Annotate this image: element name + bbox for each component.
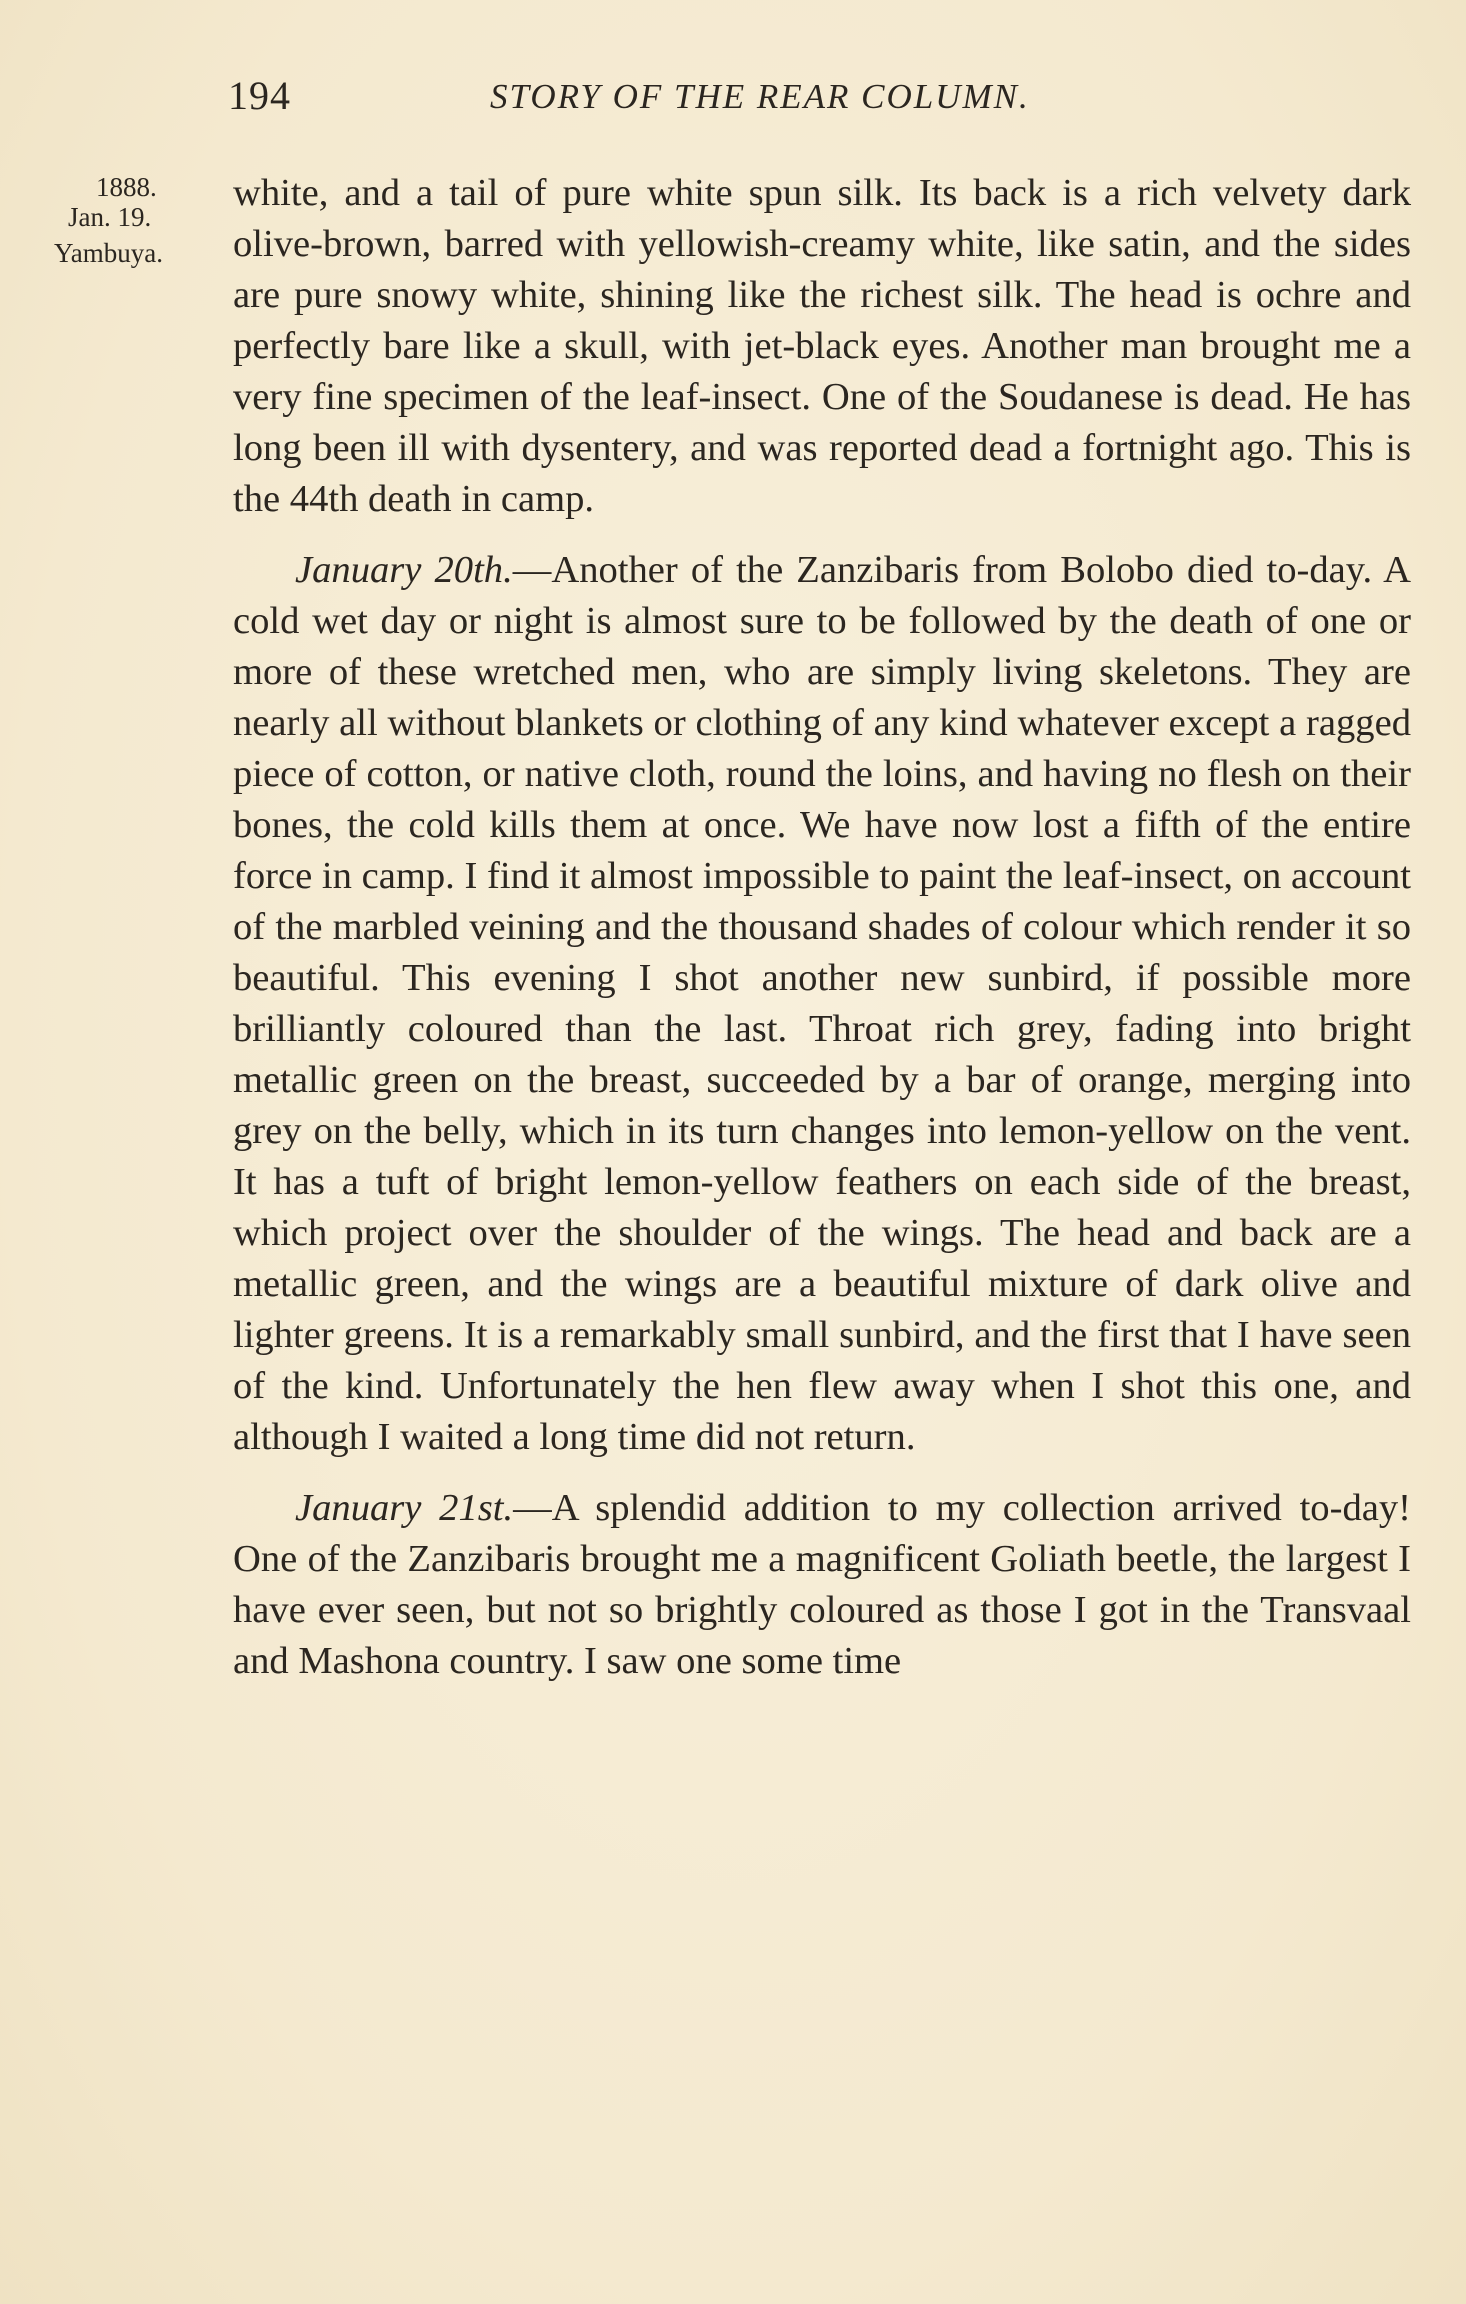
paragraph-january-21 (233, 1483, 1411, 1687)
entry-date: January 20th. (295, 549, 513, 591)
margin-date: Jan. 19. (68, 202, 152, 232)
margin-note (54, 172, 229, 268)
paragraph-text: —A splendid addition to my collection arrived to-day! One of the Zanzibaris brought me a magnificent Goliath beetle, the largest I have ever seen, but not so brightly coloured as those I got in the Transvaal and Mashona country. I saw one some time (233, 1487, 1411, 1682)
paragraph-january-20 (233, 545, 1411, 1463)
body-text (233, 168, 1411, 1687)
page-number: 194 (228, 73, 291, 118)
running-title: STORY OF THE REAR COLUMN. (490, 77, 1030, 116)
paragraph-text: —Another of the Zanzibaris from Bolobo died to-day. A cold wet day or night is almost sure to be followed by the death of one or more of these wretched men, who are simply living skeletons. They are nearly all without blankets or clothing of any kind whatever except a ragged piece of cotton, or native cloth, round the loins, and having no flesh on their bones, the cold kills them at once. We have now lost a fifth of the entire force in camp. I find it almost impossible to paint the leaf-insect, on account of the marbled veining and the thousand shades of colour which render it so beautiful. This evening I shot another new sunbird, if possible more brilliantly coloured than the last. Throat rich grey, fading into bright metallic green on the breast, succeeded by a bar of orange, merging into grey on the belly, which in its turn changes into lemon-yellow on the vent. It has a tuft of bright lemon-yellow feathers on each side of the breast, which project over the shoulder of the wings. The head and back are a metallic green, and the wings are a beautiful mixture of dark olive and lighter greens. It is a remarkably small sunbird, and the first that I have seen of the kind. Unfortunately the hen flew away when I shot this one, and although I waited a long time did not return. (233, 549, 1411, 1458)
paragraph-text: white, and a tail of pure white spun silk. Its back is a rich velvety dark olive-brown, barred with yellowish-creamy white, like satin, and the sides are pure snowy white, shining like the richest silk. The head is ochre and perfectly bare like a skull, with jet-black eyes. Another man brought me a very fine specimen of the leaf-insect. One of the Soudanese is dead. He has long been ill with dysentery, and was reported dead a fortnight ago. This is the 44th death in camp. (233, 172, 1411, 520)
margin-place: Yambuya. (54, 238, 164, 268)
margin-year: 1888. (96, 172, 157, 202)
running-head (228, 72, 1228, 122)
entry-date: January 21st. (295, 1487, 514, 1529)
paragraph-continued (233, 168, 1411, 525)
